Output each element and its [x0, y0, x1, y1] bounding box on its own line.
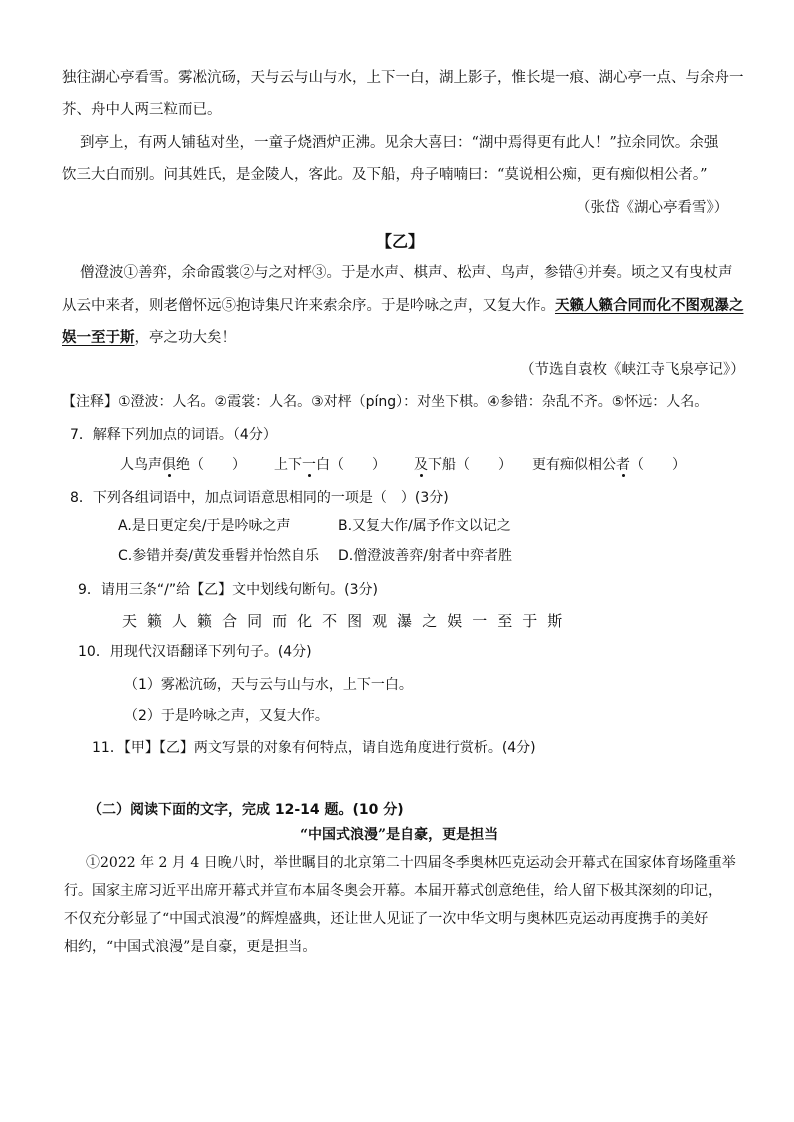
q9-char: 合 [222, 612, 238, 630]
q7-item-3-post: 下船（ ） [428, 457, 512, 473]
passage-b-line-2-text: 从云中来者，则老僧怀远⑤抱诗集尺许来索余序。于是吟咏之声，又复大作。 [62, 298, 555, 314]
q7-item-1-pre: 人鸟声 [120, 457, 162, 473]
q9-char: 至 [497, 612, 513, 630]
q10-sentence-2: （2）于是吟咏之声，又复大作。 [124, 708, 329, 724]
q8-option-c: C.参错并奏/黄发垂髫并怡然自乐 [118, 548, 319, 564]
q7-item-1 [120, 455, 246, 475]
q7-item-4-post: （ ） [630, 457, 686, 473]
passage-a-line-4: 饮三大白而别。问其姓氏，是金陵人，客此。及下船，舟子喃喃曰：“莫说相公痴，更有痴似相公者。” [62, 167, 708, 183]
q10-sentence-1: （1）雾凇沆砀，天与云与山与水，上下一白。 [124, 677, 413, 693]
q7-item-2 [274, 455, 386, 475]
passage-a-source: （张岱《湖心亭看雪》） [576, 200, 729, 216]
q9-char: 而 [272, 612, 288, 630]
q7-item-2-post: 白（ ） [316, 457, 386, 473]
q9-stem: 9．请用三条“/”给【乙】文中划线句断句。(3分) [78, 582, 378, 598]
passage-b-line-2 [62, 296, 744, 316]
article-p1-line-4: 相约，“中国式浪漫”是自豪，更是担当。 [64, 939, 317, 955]
passage-b-line-3-text: ，亭之功大矣！ [134, 330, 236, 346]
article-title: “中国式浪漫”是自豪，更是担当 [300, 827, 499, 843]
q11-stem: 11．【甲】【乙】两文写景的对象有何特点，请自选角度进行赏析。(4分) [92, 740, 536, 756]
q9-char: 斯 [547, 612, 563, 630]
q7-item-2-pre: 上下 [274, 457, 302, 473]
q9-char: 同 [247, 612, 263, 630]
passage-b-title: 【乙】 [376, 232, 425, 251]
section-2-heading: （二）阅读下面的文字，完成 12-14 题。(10 分) [88, 802, 404, 818]
q8-option-a: A.是日更定矣/于是吟咏之声 [118, 518, 291, 534]
passage-a-line-1: 独往湖心亭看雪。雾凇沆砀，天与云与山与水，上下一白，湖上影子，惟长堤一痕、湖心亭一点、与余舟一 [62, 70, 744, 86]
q7-item-4 [532, 455, 686, 475]
underlined-sentence-part-1: 天籁人籁合同而化不图观瀑之 [555, 297, 744, 314]
q9-char: 天 [122, 612, 138, 630]
q9-char: 图 [347, 612, 363, 630]
passage-b-line-1: 僧澄波①善弈，余命霞裳②与之对枰③。于是水声、棋声、松声、鸟声，参错④并奏。顷之又有曳杖声 [80, 265, 733, 281]
q9-char: 籁 [147, 612, 163, 630]
q7-item-3-dotted: 及 [414, 457, 428, 473]
q7-item-3 [414, 455, 512, 475]
q7-item-2-dotted: 一 [302, 457, 316, 473]
q9-sentence [122, 611, 572, 631]
q9-char: 于 [522, 612, 538, 630]
annotation-notes: 【注释】①澄波：人名。②霞裳：人名。③对枰（píng）：对坐下棋。④参错：杂乱不齐。⑤怀远：人名。 [62, 394, 709, 410]
passage-b-line-3 [62, 328, 236, 348]
q10-stem: 10．用现代汉语翻译下列句子。(4分) [78, 644, 312, 660]
passage-a-line-3: 到亭上，有两人铺毡对坐，一童子烧酒炉正沸。见余大喜曰：“湖中焉得更有此人！”拉余同饮。余强 [80, 135, 719, 151]
q8-option-d: D.僧澄波善弈/射者中弈者胜 [338, 548, 512, 564]
q9-char: 观 [372, 612, 388, 630]
q7-item-4-pre: 更有痴似相公 [532, 457, 616, 473]
q9-char: 化 [297, 612, 313, 630]
q7-item-1-dotted: 俱 [162, 457, 176, 473]
q9-char: 瀑 [397, 612, 413, 630]
q8-stem: 8．下列各组词语中，加点词语意思相同的一项是（ ）(3分) [70, 490, 449, 506]
underlined-sentence-part-2: 娱一至于斯 [62, 329, 135, 346]
article-p1-line-2: 行。国家主席习近平出席开幕式并宣布本届冬奥会开幕。本届开幕式创意绝佳，给人留下极其深刻的印记， [64, 883, 722, 899]
q9-char: 一 [472, 612, 488, 630]
q8-option-b: B.又复大作/属予作文以记之 [338, 518, 511, 534]
q9-char: 不 [322, 612, 338, 630]
passage-b-source: （节选自袁枚《峡江寺飞泉亭记》） [520, 362, 745, 378]
q9-char: 之 [422, 612, 438, 630]
q9-char: 人 [172, 612, 188, 630]
q9-char: 娱 [447, 612, 463, 630]
article-p1-line-3: 不仅充分彰显了“中国式浪漫”的辉煌盛典，还让世人见证了一次中华文明与奥林匹克运动再度携手的美好 [64, 911, 709, 927]
q9-char: 籁 [197, 612, 213, 630]
passage-a-line-2: 芥、舟中人两三粒而已。 [62, 102, 222, 118]
article-p1-line-1: ①2022 年 2 月 4 日晚八时，举世瞩目的北京第二十四届冬季奥林匹克运动会开幕式在国家体育场隆重举 [86, 855, 736, 871]
q7-stem: 7．解释下列加点的词语。（4分） [70, 427, 277, 443]
q7-item-1-post: 绝（ ） [176, 457, 246, 473]
q7-item-4-dotted: 者 [616, 457, 630, 473]
